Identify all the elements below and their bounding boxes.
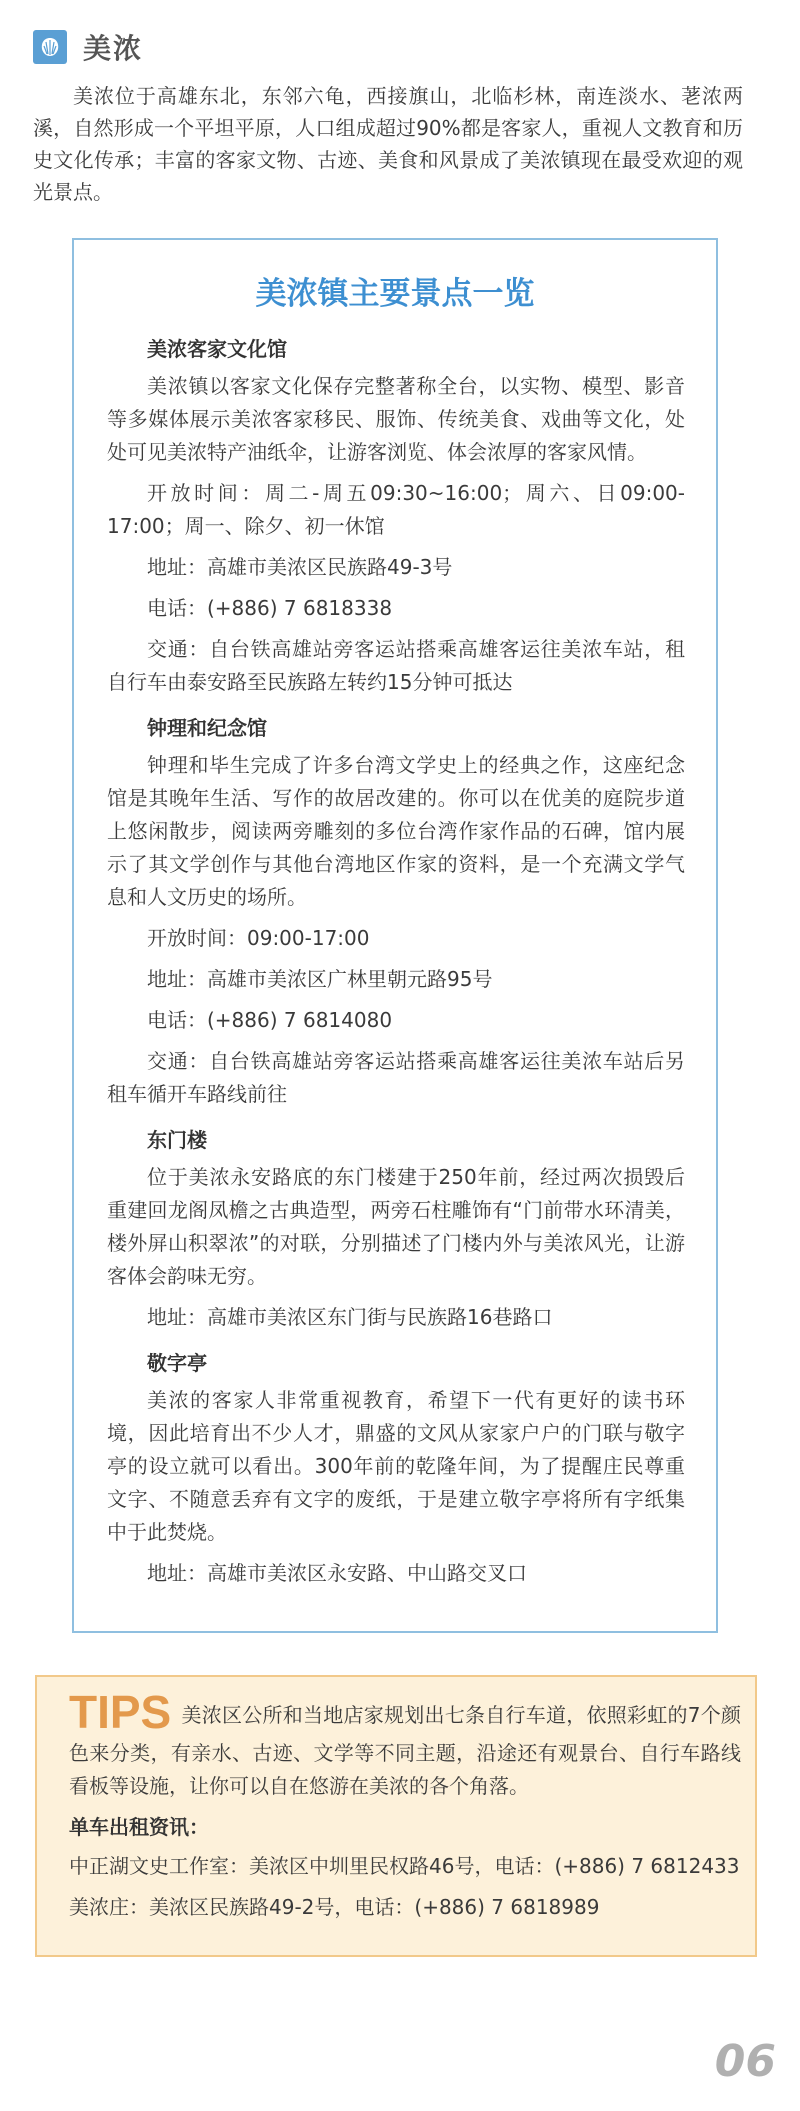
hakka-museum-address: 地址：高雄市美浓区民族路49-3号 bbox=[147, 555, 453, 579]
section-heading-zhong-lihe-memorial: 钟理和纪念馆 bbox=[147, 716, 267, 740]
zhong-lihe-phone: 电话：(+886) 7 6814080 bbox=[147, 1008, 393, 1032]
zhong-lihe-hours: 开放时间：09:00-17:00 bbox=[147, 926, 370, 950]
page-number: 06 bbox=[714, 2036, 776, 2087]
shell-icon bbox=[33, 30, 67, 64]
section-heading-jingzi-pavilion: 敬字亭 bbox=[147, 1351, 207, 1375]
intro-paragraph: 美浓位于高雄东北，东邻六龟，西接旗山，北临杉林，南连淡水、荖浓两溪，自然形成一个平坦平原，人口组成超过90%都是客家人，重视人文教育和历史文化传承；丰富的客家文物、古迹、美食和风景成了美浓镇现在最受欢迎的观光景点。 bbox=[33, 84, 743, 204]
bike-rental-item: 中正湖文史工作室：美浓区中圳里民权路46号，电话：(+886) 7 6812433 bbox=[69, 1854, 740, 1878]
hakka-museum-phone: 电话：(+886) 7 6818338 bbox=[147, 596, 393, 620]
hakka-museum-description: 美浓镇以客家文化保存完整著称全台，以实物、模型、影音等多媒体展示美浓客家移民、服饰、传统美食、戏曲等文化，处处可见美浓特产油纸伞，让游客浏览、体会浓厚的客家风情。 bbox=[107, 374, 685, 464]
hakka-museum-transport: 交通：自台铁高雄站旁客运站搭乘高雄客运往美浓车站，租自行车由泰安路至民族路左转约15分钟可抵达 bbox=[107, 637, 685, 694]
zhong-lihe-description: 钟理和毕生完成了许多台湾文学史上的经典之作，这座纪念馆是其晚年生活、写作的故居改建的。你可以在优美的庭院步道上悠闲散步，阅读两旁雕刻的多位台湾作家作品的石碑，馆内展示了其文学创作与其他台湾地区作家的资料，是一个充满文学气息和人文历史的场所。 bbox=[107, 753, 685, 909]
hakka-museum-hours: 开放时间：周二-周五09:30~16:00；周六、日09:00-17:00；周一、除夕、初一休馆 bbox=[107, 481, 685, 538]
attractions-title: 美浓镇主要景点一览 bbox=[255, 276, 535, 312]
tips-content bbox=[69, 1687, 741, 1932]
jingzi-pavilion-description: 美浓的客家人非常重视教育，希望下一代有更好的读书环境，因此培育出不少人才，鼎盛的文风从家家户户的门联与敬字亭的设立就可以看出。300年前的乾隆年间，为了提醒庄民尊重文字、不随意丢弃有文字的废纸，于是建立敬字亭将所有字纸集中于此焚烧。 bbox=[107, 1388, 685, 1544]
east-gate-address: 地址：高雄市美浓区东门街与民族路16巷路口 bbox=[147, 1305, 553, 1329]
section-heading-hakka-museum: 美浓客家文化馆 bbox=[147, 337, 287, 361]
tips-paragraph bbox=[69, 1687, 741, 1803]
section-heading-east-gate: 东门楼 bbox=[147, 1128, 207, 1152]
east-gate-description: 位于美浓永安路底的东门楼建于250年前，经过两次损毁后重建回龙阁凤檐之古典造型，两旁石柱雕饰有“门前带水环清美，楼外屏山积翠浓”的对联，分别描述了门楼内外与美浓风光，让游客体会韵味无穷。 bbox=[107, 1165, 685, 1288]
tips-label: TIPS bbox=[69, 1686, 172, 1738]
attractions-box bbox=[72, 238, 718, 1633]
tips-box bbox=[35, 1675, 757, 1957]
page-title: 美浓 bbox=[83, 32, 144, 65]
section-heading bbox=[33, 30, 143, 64]
attractions-body bbox=[107, 328, 685, 1598]
jingzi-pavilion-address: 地址：高雄市美浓区永安路、中山路交叉口 bbox=[147, 1561, 527, 1585]
bike-rental-heading: 单车出租资讯： bbox=[69, 1815, 209, 1839]
zhong-lihe-address: 地址：高雄市美浓区广林里朝元路95号 bbox=[147, 967, 493, 991]
tips-text: 美浓区公所和当地店家规划出七条自行车道，依照彩虹的7个颜色来分类，有亲水、古迹、文学等不同主题，沿途还有观景台、自行车路线看板等设施，让你可以自在悠游在美浓的各个角落。 bbox=[69, 1703, 741, 1798]
zhong-lihe-transport: 交通：自台铁高雄站旁客运站搭乘高雄客运往美浓车站后另租车循开车路线前往 bbox=[107, 1049, 685, 1106]
bike-rental-item: 美浓庄：美浓区民族路49-2号，电话：(+886) 7 6818989 bbox=[69, 1895, 600, 1919]
